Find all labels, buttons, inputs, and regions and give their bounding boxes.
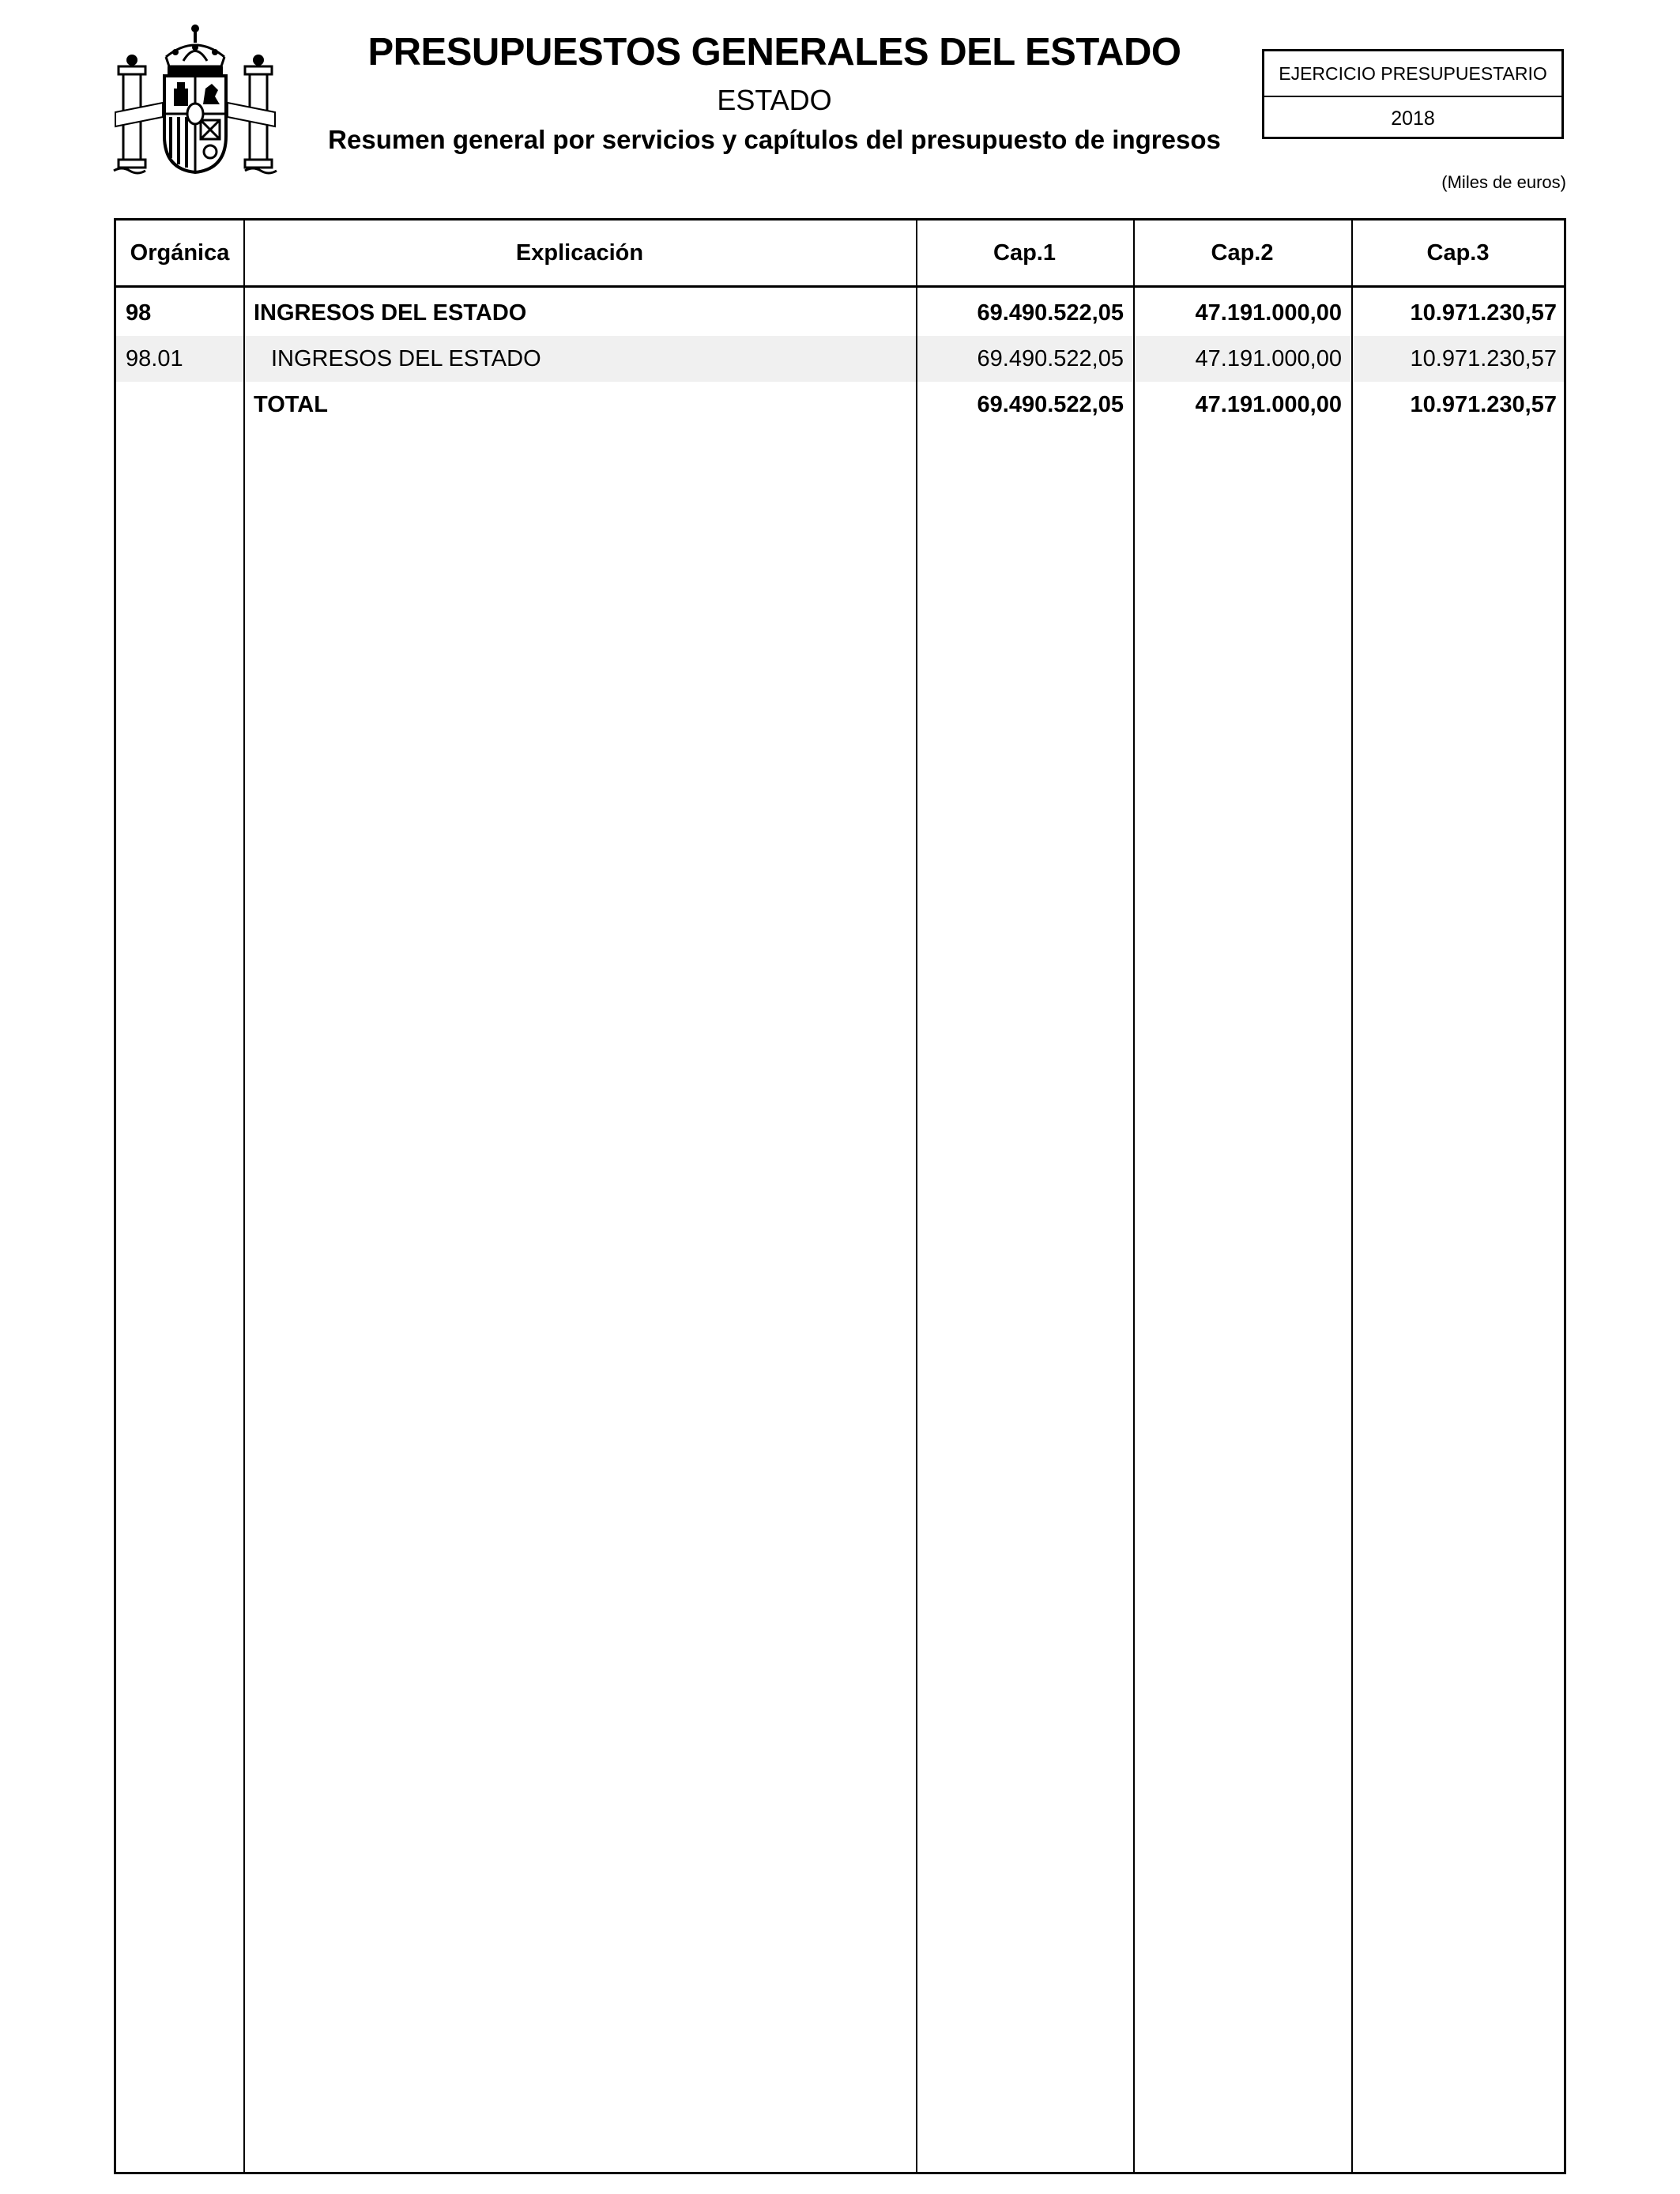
table-row <box>116 290 1564 336</box>
table-row-total <box>116 382 1564 428</box>
column-header-cap1: Cap.1 <box>993 239 1056 266</box>
cell-cap2: 47.191.000,00 <box>1195 300 1342 326</box>
cell-cap1: 69.490.522,05 <box>977 391 1124 417</box>
column-header-cap2: Cap.2 <box>1211 239 1274 266</box>
cell-cap3: 10.971.230,57 <box>1410 391 1557 417</box>
cell-cap3: 10.971.230,57 <box>1410 345 1557 371</box>
cell-explicacion: INGRESOS DEL ESTADO <box>271 345 541 371</box>
cell-organica: 98 <box>126 300 152 326</box>
table-row <box>116 336 1564 382</box>
column-header-explicacion: Explicación <box>515 239 644 266</box>
cell-explicacion: TOTAL <box>254 391 328 417</box>
column-divider <box>916 221 917 2172</box>
units-label: (Miles de euros) <box>1441 172 1566 192</box>
column-header-cap3: Cap.3 <box>1426 239 1490 266</box>
column-header-organica: Orgánica <box>130 239 230 266</box>
page-subtitle: ESTADO <box>717 84 832 116</box>
cell-cap2: 47.191.000,00 <box>1195 391 1342 417</box>
ejercicio-box <box>1262 49 1564 139</box>
page-description: Resumen general por servicios y capítulos del presupuesto de ingresos <box>328 125 1221 154</box>
column-divider <box>1351 221 1353 2172</box>
page-title: PRESUPUESTOS GENERALES DEL ESTADO <box>367 31 1181 74</box>
header-divider <box>116 285 1564 288</box>
budget-table <box>114 218 1566 2174</box>
cell-cap1: 69.490.522,05 <box>977 300 1124 326</box>
ejercicio-year: 2018 <box>1391 107 1435 130</box>
ejercicio-label: EJERCICIO PRESUPUESTARIO <box>1264 51 1561 97</box>
cell-organica: 98.01 <box>126 345 183 371</box>
cell-cap2: 47.191.000,00 <box>1195 345 1342 371</box>
cell-explicacion: INGRESOS DEL ESTADO <box>254 300 527 326</box>
column-divider <box>1133 221 1135 2172</box>
cell-cap1: 69.490.522,05 <box>977 345 1124 371</box>
cell-cap3: 10.971.230,57 <box>1410 300 1557 326</box>
coat-of-arms-logo <box>112 17 278 175</box>
column-divider <box>243 221 245 2172</box>
